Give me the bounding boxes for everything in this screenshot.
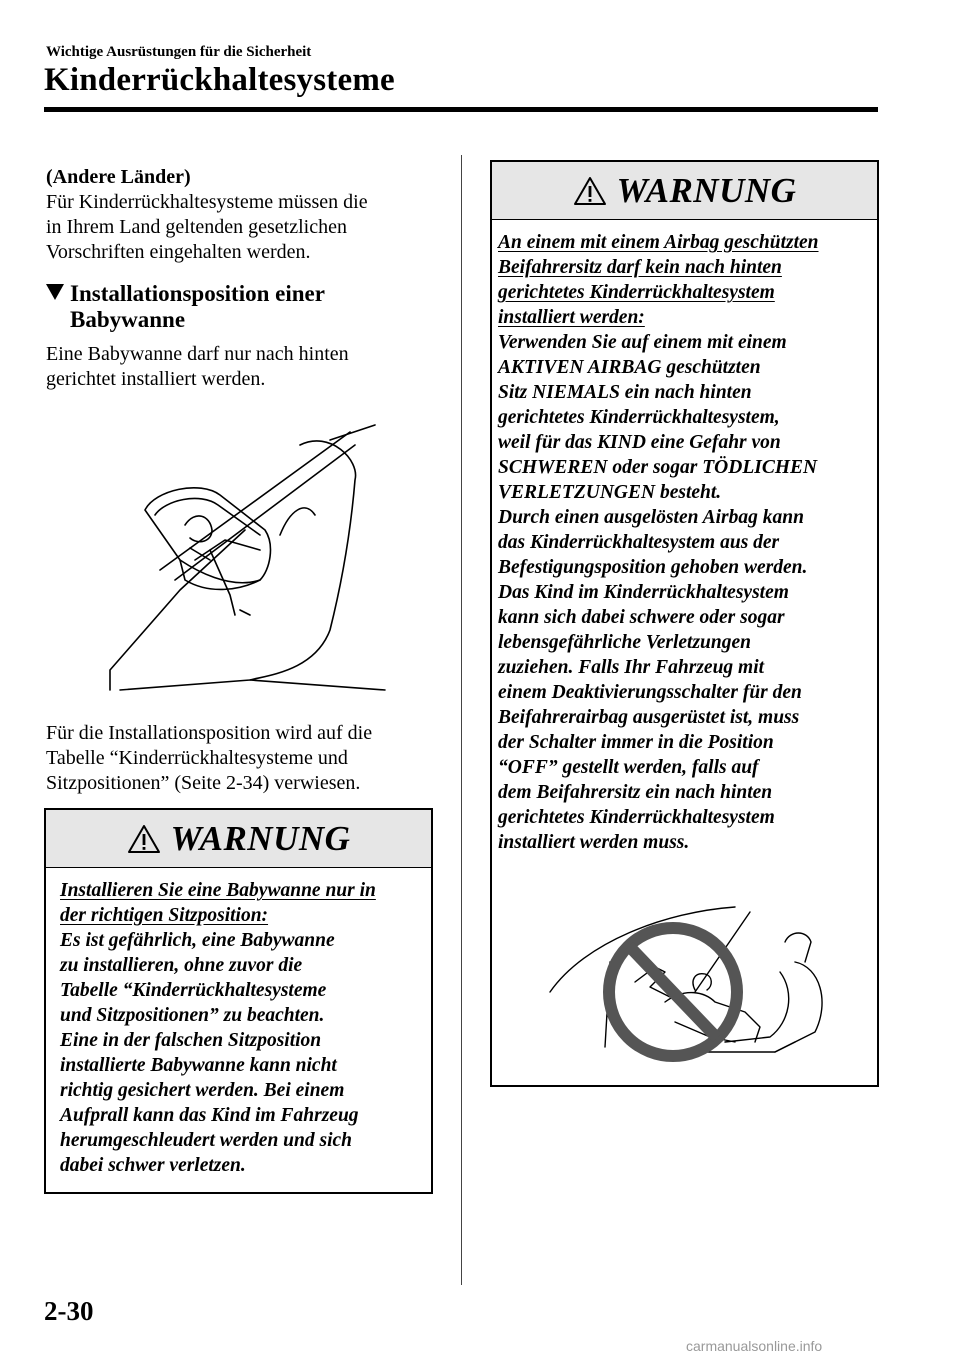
paragraph-reference xyxy=(46,721,446,796)
warning-underlined-line: der richtigen Sitzposition: xyxy=(60,905,269,926)
intro-line: Für Kinderrückhaltesysteme müssen die xyxy=(46,191,368,213)
section-heading xyxy=(46,281,446,333)
warning-line: der Schalter immer in die Position xyxy=(498,732,774,753)
warning-line: zu installieren, ohne zuvor die xyxy=(60,955,303,976)
warning-line: Durch einen ausgelösten Airbag kann xyxy=(498,507,804,528)
warning-line: Aufprall kann das Kind im Fahrzeug xyxy=(60,1105,359,1126)
warning-line: AKTIVEN AIRBAG geschützten xyxy=(498,357,761,378)
warning-underlined-line: Installieren Sie eine Babywanne nur in xyxy=(60,880,376,901)
subhead-other-countries: (Andere Länder) xyxy=(46,166,191,188)
warning-underlined-line: An einem mit einem Airbag geschützten xyxy=(498,232,819,253)
warning-triangle-icon xyxy=(573,176,607,206)
title-rule xyxy=(44,107,878,112)
warning-line: richtig gesichert werden. Bei einem xyxy=(60,1080,345,1101)
section-label: Wichtige Ausrüstungen für die Sicherheit xyxy=(46,44,312,60)
warning-underlined-line: Beifahrersitz darf kein nach hinten xyxy=(498,257,782,278)
warning-label: WARNUNG xyxy=(616,170,797,210)
warning-triangle-icon xyxy=(127,824,161,854)
paragraph-line: Für die Installationsposition wird auf die xyxy=(46,722,373,744)
warning-line: dem Beifahrersitz ein nach hinten xyxy=(498,782,773,803)
column-divider xyxy=(461,155,462,1285)
page-title: Kinderrückhaltesysteme xyxy=(44,62,395,98)
warning-underlined-line: installiert werden: xyxy=(498,307,645,328)
paragraph-line: Sitzpositionen” (Seite 2-34) verwiesen. xyxy=(46,772,361,794)
warning-line: Das Kind im Kinderrückhaltesystem xyxy=(498,582,789,603)
warning-line: Beifahrerairbag ausgerüstet ist, muss xyxy=(498,707,800,728)
warning-line: dabei schwer verletzen. xyxy=(60,1155,246,1176)
page-number: 2-30 xyxy=(44,1296,94,1326)
warning-line: SCHWEREN oder sogar TÖDLICHEN xyxy=(498,457,818,478)
warning-box-carrycot xyxy=(44,808,433,1194)
warning-body xyxy=(46,868,431,1178)
warning-line: kann sich dabei schwere oder sogar xyxy=(498,607,785,628)
warning-line: Sitz NIEMALS ein nach hinten xyxy=(498,382,752,403)
warning-line: “OFF” gestellt werden, falls auf xyxy=(498,757,759,778)
warning-line: Es ist gefährlich, eine Babywanne xyxy=(60,930,335,951)
paragraph-babywanne xyxy=(46,342,446,392)
watermark: carmanualsonline.info xyxy=(686,1338,823,1354)
warning-line: einem Deaktivierungsschalter für den xyxy=(498,682,802,703)
paragraph-line: gerichtet installiert werden. xyxy=(46,368,266,390)
warning-line: Verwenden Sie auf einem mit einem xyxy=(498,332,787,353)
warning-line: VERLETZUNGEN besteht. xyxy=(498,482,722,503)
carrycot-illustration xyxy=(100,420,390,700)
airbag-prohibited-illustration xyxy=(545,902,845,1072)
intro-block xyxy=(46,165,446,265)
warning-body xyxy=(492,220,877,855)
warning-line: weil für das KIND eine Gefahr von xyxy=(498,432,781,453)
warning-line: Tabelle “Kinderrückhaltesysteme xyxy=(60,980,327,1001)
warning-line: installierte Babywanne kann nicht xyxy=(60,1055,337,1076)
warning-underlined-line: gerichtetes Kinderrückhaltesystem xyxy=(498,282,775,303)
warning-line: lebensgefährliche Verletzungen xyxy=(498,632,751,653)
warning-line: installiert werden muss. xyxy=(498,832,690,853)
warning-line: das Kinderrückhaltesystem aus der xyxy=(498,532,780,553)
warning-label: WARNUNG xyxy=(170,818,351,858)
warning-line: Befestigungsposition gehoben werden. xyxy=(498,557,808,578)
paragraph-line: Eine Babywanne darf nur nach hinten xyxy=(46,343,349,365)
warning-header xyxy=(492,162,877,220)
intro-line: Vorschriften eingehalten werden. xyxy=(46,241,311,263)
warning-line: zuziehen. Falls Ihr Fahrzeug mit xyxy=(498,657,765,678)
warning-line: und Sitzpositionen” zu beachten. xyxy=(60,1005,325,1026)
intro-line: in Ihrem Land geltenden gesetzlichen xyxy=(46,216,347,238)
warning-line: Eine in der falschen Sitzposition xyxy=(60,1030,322,1051)
warning-header xyxy=(46,810,431,868)
triangle-down-icon xyxy=(46,284,64,300)
paragraph-line: Tabelle “Kinderrückhaltesysteme und xyxy=(46,747,348,769)
heading-line: Installationsposition einer xyxy=(70,281,325,306)
warning-line: herumgeschleudert werden und sich xyxy=(60,1130,352,1151)
warning-line: gerichtetes Kinderrückhaltesystem, xyxy=(498,407,780,428)
heading-line: Babywanne xyxy=(70,307,186,332)
warning-line: gerichtetes Kinderrückhaltesystem xyxy=(498,807,775,828)
